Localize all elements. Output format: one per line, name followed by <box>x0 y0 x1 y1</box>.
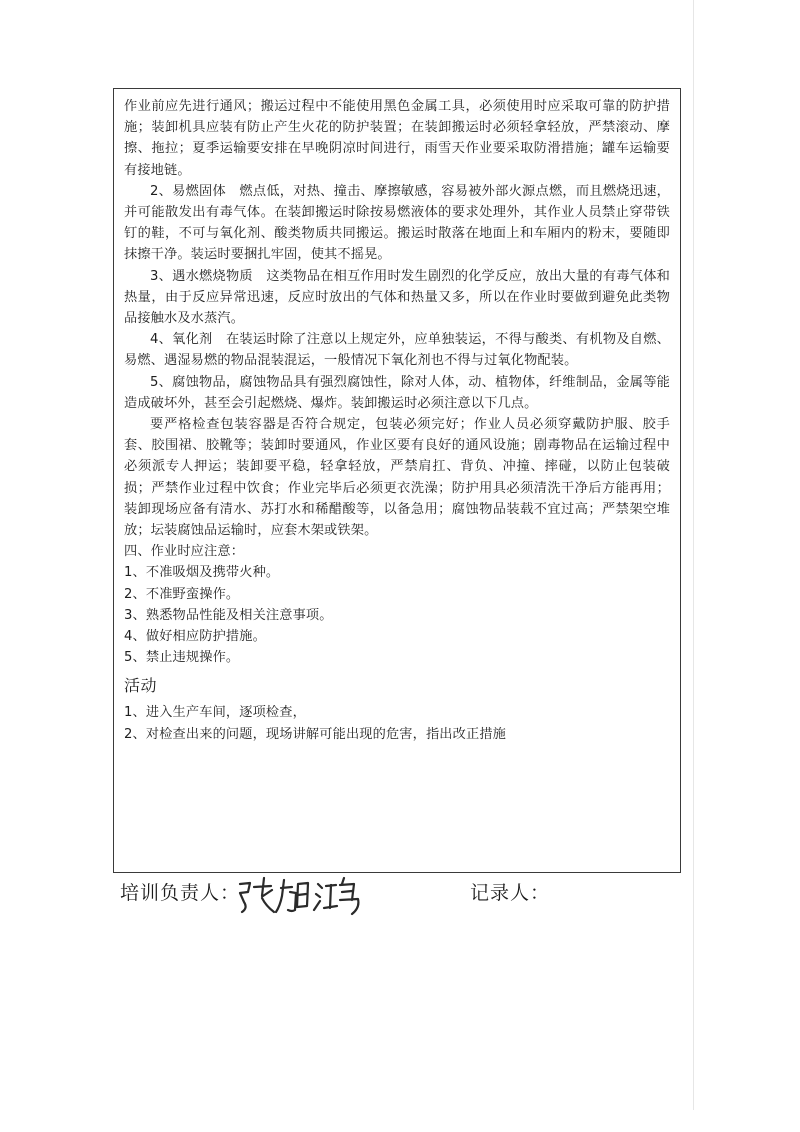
trainer-signature <box>234 870 364 918</box>
list-item: 3、熟悉物品性能及相关注意事项。 <box>124 607 333 623</box>
list-item: 2、不准野蛮操作。 <box>124 586 240 602</box>
paragraph-inspection: 要严格检查包装容器是否符合规定，包装必须完好；作业人员必须穿戴防护服、胶手套、胶围裙、胶靴等；装卸时要通风，作业区要有良好的通风设施；剧毒物品在运输过程中必须派专人押运；装卸要平稳，轻拿轻放，严禁肩扛、背负、冲撞、摔碰，以防止包装破损；严禁作业过程中饮食；作业完毕后必须更衣洗澡；防护用具必须清洗干净后方能再用；装卸现场应备有清水、苏打水和稀醋酸等，以备急用；腐蚀物品装载不宜过高；严禁架空堆放；坛装腐蚀品运输时，应套木架或铁架。 <box>124 417 670 539</box>
activity-item: 1、进入生产车间，逐项检查， <box>124 705 306 721</box>
paragraph-water-reactive: 3、遇水燃烧物质 这类物品在相互作用时发生剧烈的化学反应，放出大量的有毒气体和热量，由于反应异常迅速，反应时放出的气体和热量又多，所以在作业时要做到避免此类物品接触水及水蒸汽。 <box>124 268 670 327</box>
list-item: 5、禁止违规操作。 <box>124 650 240 666</box>
paragraph-ventilation: 作业前应先进行通风；搬运过程中不能使用黑色金属工具，必须使用时应采取可靠的防护措施；装卸机具应装有防止产生火花的防护装置；在装卸搬运时必须轻拿轻放，严禁滚动、摩擦、拖拉；夏季运输要安排在早晚阴凉时间进行，雨雪天作业要采取防滑措施；罐车运输要有接地链。 <box>124 99 670 178</box>
recorder-label: 记录人： <box>470 882 551 904</box>
list-item: 4、做好相应防护措施。 <box>124 629 266 645</box>
paragraph-oxidizers: 4、氧化剂 在装运时除了注意以上规定外，应单独装运，不得与酸类、有机物及自燃、易燃、遇湿易燃的物品混装混运，一般情况下氧化剂也不得与过氧化物配装。 <box>124 332 670 369</box>
trainer-label: 培训负责人： <box>120 882 241 904</box>
paragraph-flammable-solids: 2、易燃固体 燃点低，对热、撞击、摩擦敏感，容易被外部火源点燃，而且燃烧迅速，并可能散发出有毒气体。在装卸搬运时除按易燃液体的要求处理外，其作业人员禁止穿带铁钉的鞋，不可与氧化剂、酸类物质共同搬运。搬运时散落在地面上和车厢内的粉末，要随即抹擦干净。装运时要捆扎牢固，使其不摇晃。 <box>124 183 670 263</box>
activity-item: 2、对检查出来的问题，现场讲解可能出现的危害，指出改正措施 <box>124 726 506 742</box>
section-4-title: 四、作业时应注意： <box>124 544 245 560</box>
body-text <box>124 96 670 745</box>
list-item: 1、不准吸烟及携带火种。 <box>124 565 280 581</box>
form-content-box <box>113 88 681 873</box>
page-edge <box>693 0 694 1110</box>
paragraph-corrosives: 5、腐蚀物品，腐蚀物品具有强烈腐蚀性，除对人体，动、植物体，纤维制品，金属等能造成破坏外，甚至会引起燃烧、爆炸。装卸搬运时必须注意以下几点。 <box>124 374 670 411</box>
activity-heading: 活动 <box>124 676 158 696</box>
